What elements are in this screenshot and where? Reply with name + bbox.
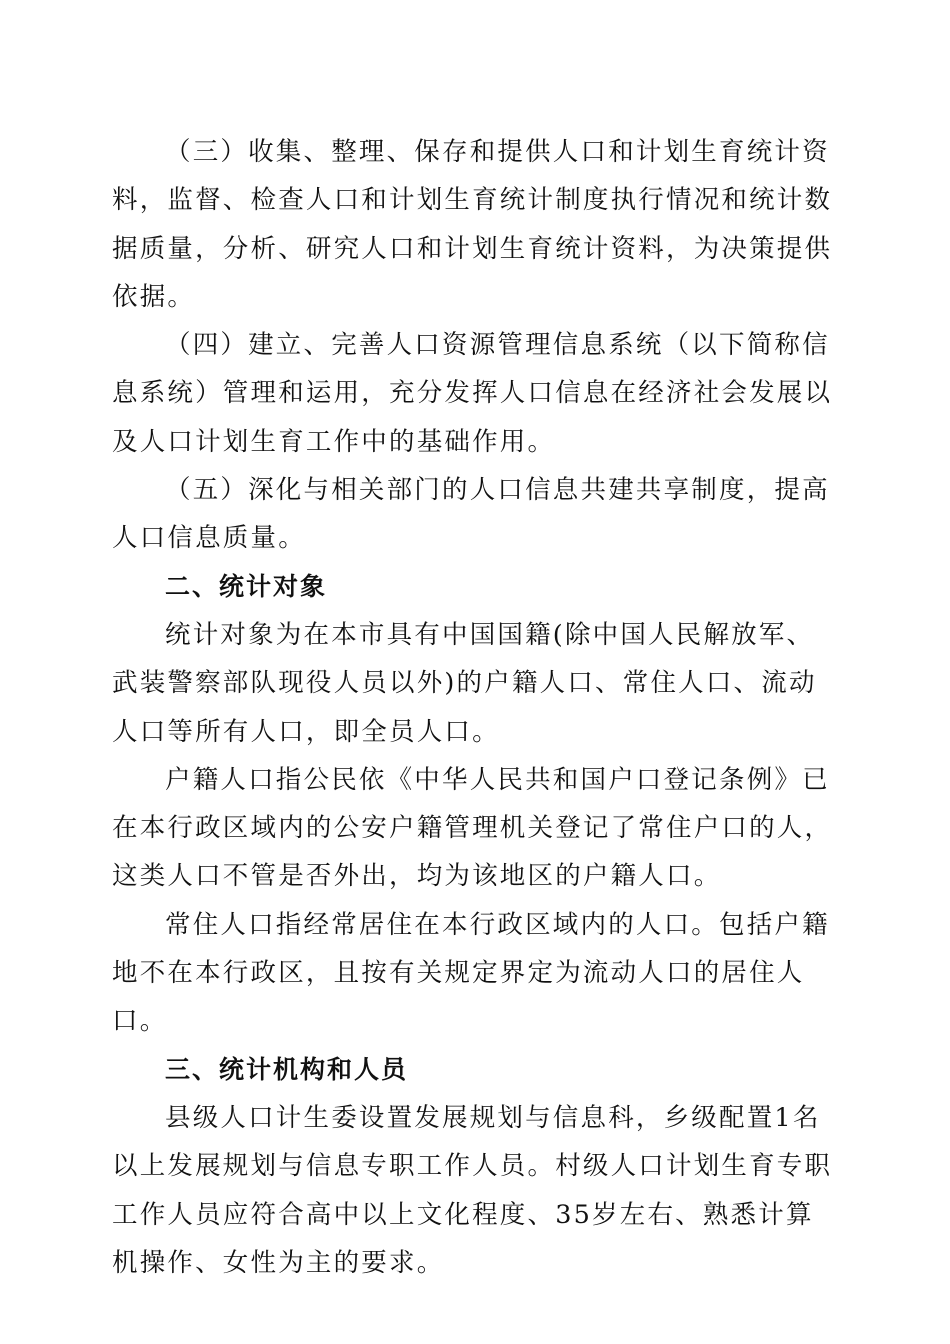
paragraph-four: （四）建立、完善人口资源管理信息系统（以下简称信息系统）管理和运用，充分发挥人口信息在经济社会发展以及人口计划生育工作中的基础作用。 xyxy=(112,330,833,457)
paragraph-five: （五）深化与相关部门的人口信息共建共享制度，提高人口信息质量。 xyxy=(112,475,830,554)
paragraph-resident-population: 常住人口指经常居住在本行政区域内的人口。包括户籍地不在本行政区，且按有关规定界定为流动人口的居住人口。 xyxy=(112,909,830,1037)
section-heading-statistical-objects: 二、统计对象 xyxy=(165,571,328,601)
paragraph-registered-population: 户籍人口指公民依《中华人民共和国户口登记条例》已在本行政区域内的公安户籍管理机关登记了常住户口的人，这类人口不管是否外出，均为该地区的户籍人口。 xyxy=(112,764,833,892)
paragraph-statistical-staff: 县级人口计生委设置发展规划与信息科，乡级配置1名以上发展规划与信息专职工作人员。村级人口计划生育专职工作人员应符合高中以上文化程度、35岁左右、熟悉计算机操作、女性为主的要求。 xyxy=(112,1102,833,1278)
document-body xyxy=(112,128,838,1287)
paragraph-three: （三）收集、整理、保存和提供人口和计划生育统计资料，监督、检查人口和计划生育统计制度执行情况和统计数据质量，分析、研究人口和计划生育统计资料，为决策提供依据。 xyxy=(112,137,833,312)
section-heading-statistical-institutions: 三、统计机构和人员 xyxy=(165,1054,409,1084)
paragraph-statistical-objects: 统计对象为在本市具有中国国籍(除中国人民解放军、武装警察部队现役人员以外)的户籍人口、常住人口、流动人口等所有人口，即全员人口。 xyxy=(112,619,817,747)
